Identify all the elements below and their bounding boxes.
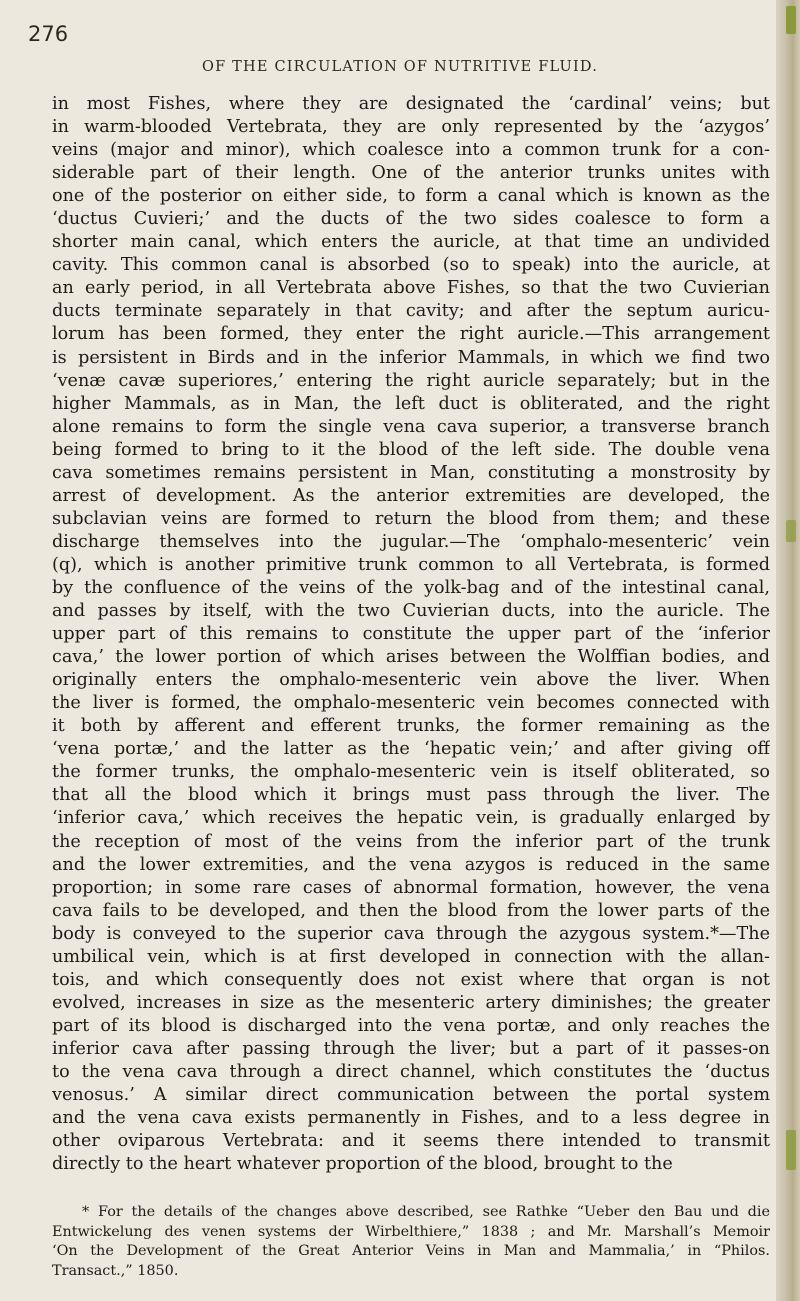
text-line: one of the posterior on either side, to form a canal which is known as the xyxy=(52,186,770,207)
text-line: originally enters the omphalo-mesenteric vein above the liver. When xyxy=(52,670,770,691)
text-line: lorum has been formed, they enter the right auricle.—This arrangement xyxy=(52,324,770,345)
spine-tab-mark xyxy=(786,520,796,542)
text-line: that all the blood which it brings must pass through the liver. The xyxy=(52,785,770,806)
text-line: the liver is formed, the omphalo-mesenteric vein becomes connected with xyxy=(52,693,770,714)
text-line: shorter main canal, which enters the auricle, at that time an undivided xyxy=(52,232,770,253)
spine-tab-mark xyxy=(786,6,796,34)
text-line: cava,’ the lower portion of which arises between the Wolffian bodies, and xyxy=(52,647,770,668)
text-line: other oviparous Vertebrata: and it seems there intended to transmit xyxy=(52,1131,770,1152)
spine-tab-mark xyxy=(786,1130,796,1170)
text-line: ‘ductus Cuvieri;’ and the ducts of the two sides coalesce to form a xyxy=(52,209,770,230)
text-line: it both by afferent and efferent trunks, the former remaining as the xyxy=(52,716,770,737)
text-line: ‘vena portæ,’ and the latter as the ‘hepatic vein;’ and after giving off xyxy=(52,739,770,760)
text-line: upper part of this remains to constitute the upper part of the ‘inferior xyxy=(52,624,770,645)
text-line: discharge themselves into the jugular.—The ‘omphalo-mesenteric’ vein xyxy=(52,531,770,552)
footnotes xyxy=(52,1203,770,1281)
footnote-line: * For the details of the changes above described, see Rathke “Ueber den Bau und die xyxy=(82,1204,770,1220)
running-head: OF THE CIRCULATION OF NUTRITIVE FLUID. xyxy=(201,59,599,75)
text-line: in warm-blooded Vertebrata, they are only represented by the ‘azygos’ xyxy=(52,117,770,138)
text-line: arrest of development. As the anterior extremities are developed, the xyxy=(52,485,770,506)
text-line: evolved, increases in size as the mesenteric artery diminishes; the greater xyxy=(52,992,770,1013)
text-line: part of its blood is discharged into the vena portæ, and only reaches the xyxy=(52,1015,770,1036)
footnote-line: Entwickelung des venen systems der Wirbelthiere,” 1838 ; and Mr. Marshall’s Memoir xyxy=(52,1223,770,1240)
text-line: an early period, in all Vertebrata above Fishes, so that the two Cuvierian xyxy=(52,278,770,299)
footnote-line: Transact.,” 1850. xyxy=(52,1262,179,1279)
page-spine-edge xyxy=(776,0,800,1301)
text-line: umbilical vein, which is at first developed in connection with the allan- xyxy=(52,946,770,967)
text-line: and passes by itself, with the two Cuvierian ducts, into the auricle. The xyxy=(52,601,770,622)
text-line: the reception of most of the veins from the inferior part of the trunk xyxy=(52,831,770,852)
text-line: ducts terminate separately in that cavity; and after the septum auricu- xyxy=(52,301,770,322)
text-line: higher Mammals, as in Man, the left duct is obliterated, and the right xyxy=(52,393,770,414)
text-line: venosus.’ A similar direct communication between the portal system xyxy=(52,1085,770,1106)
text-line: veins (major and minor), which coalesce into a common trunk for a con- xyxy=(52,140,770,161)
text-line: ‘venæ cavæ superiores,’ entering the right auricle separately; but in the xyxy=(52,370,770,391)
text-line: (q), which is another primitive trunk common to all Vertebrata, is formed xyxy=(52,554,770,575)
text-line: subclavian veins are formed to return the blood from them; and these xyxy=(52,508,770,529)
text-line: to the vena cava through a direct channel, which constitutes the ‘ductus xyxy=(52,1061,770,1082)
text-line: proportion; in some rare cases of abnormal formation, however, the vena xyxy=(52,877,770,898)
text-line: ‘inferior cava,’ which receives the hepatic vein, is gradually enlarged by xyxy=(52,808,770,829)
text-line: directly to the heart whatever proportion of the blood, brought to the xyxy=(52,1154,673,1175)
text-line: is persistent in Birds and in the inferior Mammals, in which we find two xyxy=(52,347,770,368)
text-line: cavity. This common canal is absorbed (so to speak) into the auricle, at xyxy=(52,255,770,276)
page-number: 276 xyxy=(28,22,69,46)
text-line: being formed to bring to it the blood of the left side. The double vena xyxy=(52,439,770,460)
text-line: siderable part of their length. One of the anterior trunks unites with xyxy=(52,163,770,184)
text-line: body is conveyed to the superior cava through the azygous system.*—The xyxy=(52,923,770,944)
text-line: alone remains to form the single vena cava superior, a transverse branch xyxy=(52,416,770,437)
text-line: inferior cava after passing through the liver; but a part of it passes-on xyxy=(52,1038,770,1059)
body-text xyxy=(52,93,770,1176)
text-line: in most Fishes, where they are designated the ‘cardinal’ veins; but xyxy=(52,94,770,114)
text-line: cava sometimes remains persistent in Man, constituting a monstrosity by xyxy=(52,462,770,483)
text-line: by the confluence of the veins of the yolk-bag and of the intestinal canal, xyxy=(52,577,770,598)
text-line: the former trunks, the omphalo-mesenteric vein is itself obliterated, so xyxy=(52,762,770,783)
text-line: tois, and which consequently does not exist where that organ is not xyxy=(52,969,770,990)
text-line: and the vena cava exists permanently in Fishes, and to a less degree in xyxy=(52,1108,770,1129)
footnote-line: ‘On the Development of the Great Anterior Veins in Man and Mammalia,’ in “Philos. xyxy=(52,1243,770,1259)
text-line: cava fails to be developed, and then the blood from the lower parts of the xyxy=(52,900,770,921)
text-line: and the lower extremities, and the vena azygos is reduced in the same xyxy=(52,854,770,875)
